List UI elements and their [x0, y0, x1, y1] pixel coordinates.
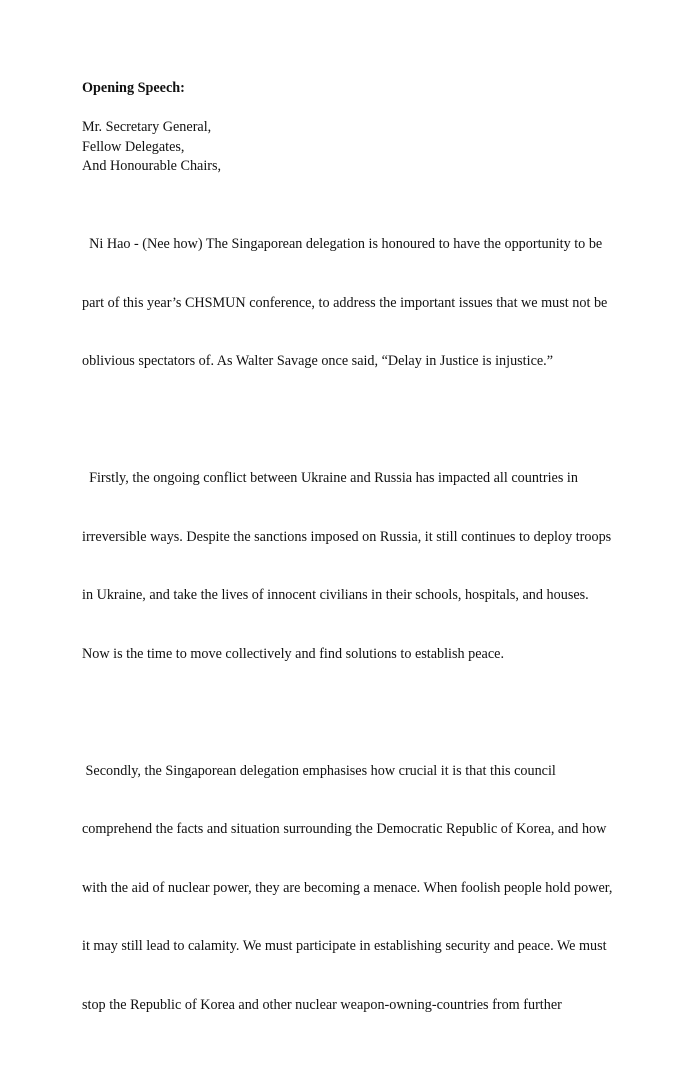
salutation-line: And Honourable Chairs,	[82, 158, 222, 174]
salutation-block	[82, 118, 602, 177]
salutation-line: Fellow Delegates,	[82, 138, 185, 155]
paragraph-line: stop the Republic of Korea and other nuclear weapon-owning-countries from further	[82, 996, 562, 1013]
paragraph-line: part of this year’s CHSMUN conference, to address the important issues that we must not be	[82, 294, 608, 311]
paragraph-line: Ni Hao - (Nee how) The Singaporean delegation is honoured to have the opportunity to be	[82, 236, 603, 252]
paragraph-line: oblivious spectators of. As Walter Savage once said, “Delay in Justice is injustice.”	[82, 353, 554, 369]
paragraph-ukraine	[82, 430, 612, 703]
paragraph-line: with the aid of nuclear power, they are becoming a menace. When foolish people hold power,	[82, 879, 613, 896]
paragraph-korea	[82, 723, 613, 1055]
paragraph-line: Firstly, the ongoing conflict between Ukraine and Russia has impacted all countries in	[82, 470, 578, 486]
document-heading: Opening Speech:	[82, 80, 185, 96]
paragraph-line: irreversible ways. Despite the sanctions imposed on Russia, it still continues to deploy troops	[82, 528, 612, 545]
paragraph-greeting	[82, 196, 608, 411]
paragraph-line: in Ukraine, and take the lives of innocent civilians in their schools, hospitals, and houses.	[82, 587, 589, 603]
paragraph-line: comprehend the facts and situation surrounding the Democratic Republic of Korea, and how	[82, 821, 607, 837]
paragraph-line: it may still lead to calamity. We must participate in establishing security and peace. We must	[82, 938, 607, 954]
paragraph-line: Now is the time to move collectively and find solutions to establish peace.	[82, 645, 504, 662]
document-body	[82, 79, 613, 1074]
paragraph-line: Secondly, the Singaporean delegation emphasises how crucial it is that this council	[82, 762, 556, 779]
salutation-line: Mr. Secretary General,	[82, 119, 212, 135]
